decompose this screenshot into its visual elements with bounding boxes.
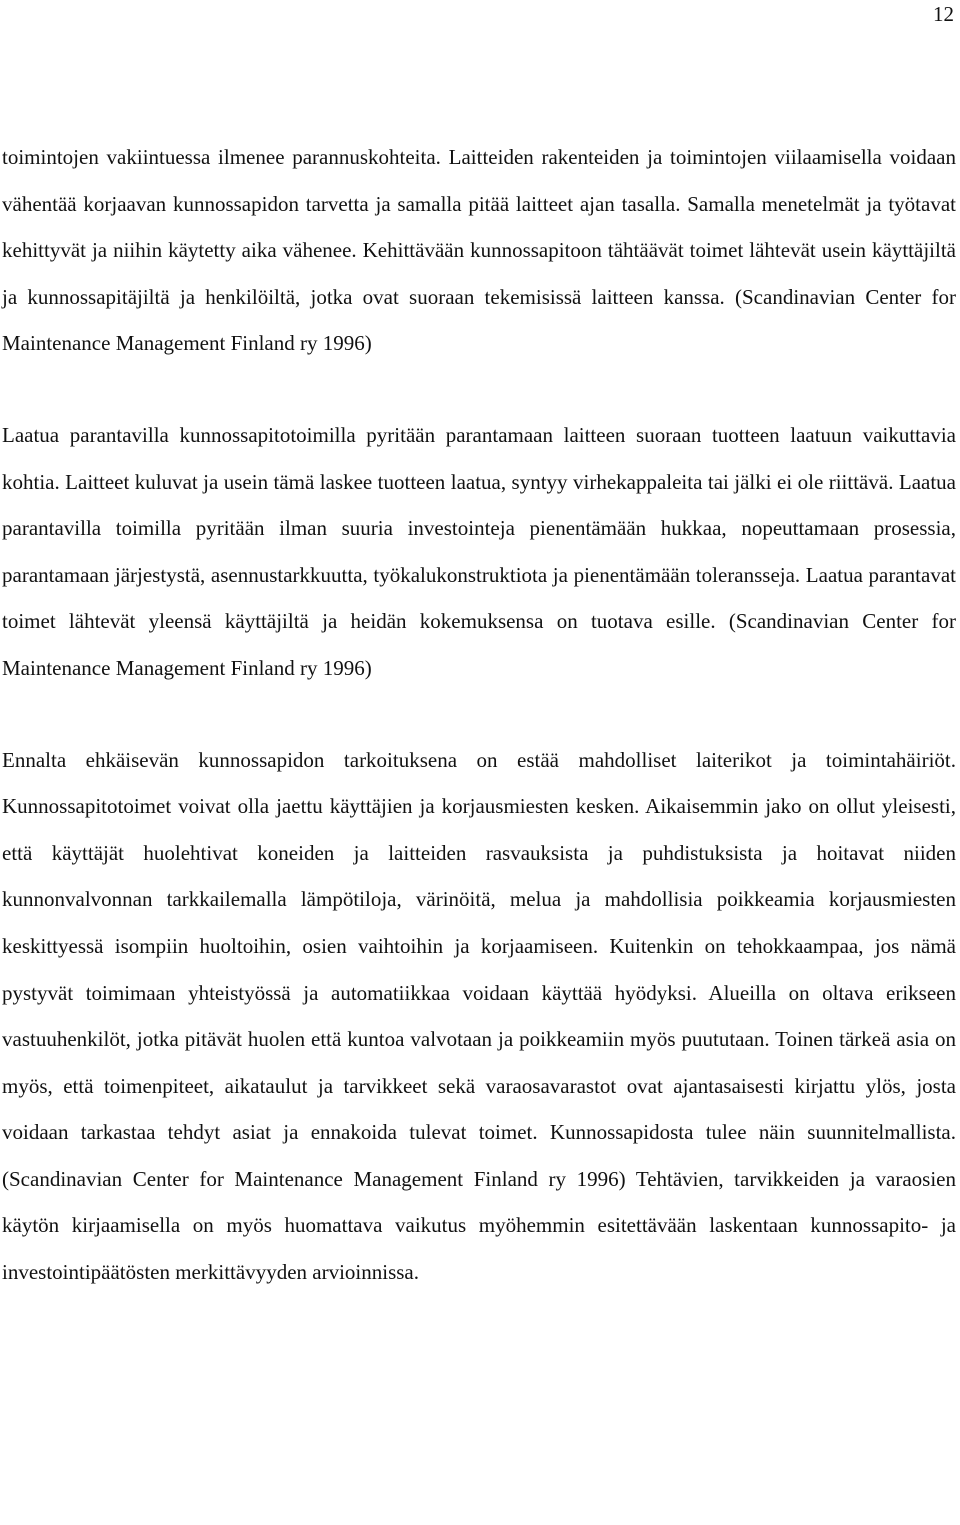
page-number: 12 [933,2,954,26]
paragraph-quality-improving-maintenance: Laatua parantavilla kunnossapitotoimilla pyritään parantamaan laitteen suoraan tuotteen laatuun vaikuttavia kohtia. Laitteet kuluvat ja usein tämä laskee tuotteen laatua, syntyy virhekappaleita tai jälki ei ole riittävä. Laatua parantavilla toimilla pyritään ilman suuria investointeja pienentämään hukkaa, nopeuttamaan prosessia, parantamaan järjestystä, asennustarkkuutta, työkalukonstruktiota ja pienentämään toleransseja. Laatua parantavat toimet lähtevät yleensä käyttäjiltä ja heidän kokemuksensa on tuotava esille. (Scandinavian Center for Maintenance Management Finland ry 1996) [2,422,956,680]
document-body [2,134,956,1296]
paragraph-continuous-improvement: toimintojen vakiintuessa ilmenee parannuskohteita. Laitteiden rakenteiden ja toimintojen viilaamisella voidaan vähentää korjaavan kunnossapidon tarvetta ja samalla pitää laitteet ajan tasalla. Samalla menetelmät ja työtavat kehittyvät ja niihin käytetty aika vähenee. Kehittävään kunnossapitoon tähtäävät toimet lähtevät usein käyttäjiltä ja kunnossapitäjiltä ja henkilöiltä, jotka ovat suoraan tekemisissä laitteen kanssa. (Scandinavian Center for Maintenance Management Finland ry 1996) [2,145,956,356]
paragraph-preventive-maintenance: Ennalta ehkäisevän kunnossapidon tarkoituksena on estää mahdolliset laiterikot ja toimintahäiriöt. Kunnossapitotoimet voivat olla jaettu käyttäjien ja korjausmiesten kesken. Aikaisemmin jako on ollut yleisesti, että käyttäjät huolehtivat koneiden ja laitteiden rasvauksista ja puhdistuksista ja hoitavat niiden kunnonvalvonnan tarkkailemalla lämpötiloja, värinöitä, melua ja mahdollisia poikkeamia korjausmiesten keskittyessä isompiin huoltoihin, osien vaihtoihin ja korjaamiseen. Kuitenkin on tehokkaampaa, jos nämä pystyvät toimimaan yhteistyössä ja automatiikkaa voidaan käyttää hyödyksi. Alueilla on oltava erikseen vastuuhenkilöt, jotka pitävät huolen että kuntoa valvotaan ja poikkeamiin myös puututaan. Toinen tärkeä asia on myös, että toimenpiteet, aikataulut ja tarvikkeet sekä varaosavarastot ovat ajantasaisesti kirjattu ylös, josta voidaan tarkastaa tehdyt asiat ja ennakoida tulevat toimet. Kunnossapidosta tulee näin suunnitelmallista. (Scandinavian Center for Maintenance Management Finland ry 1996) Tehtävien, tarvikkeiden ja varaosien käytön kirjaamisella on myös huomattava vaikutus myöhemmin esitettävään laskentaan kunnossapito- ja investointipäätösten merkittävyyden arvioinnissa. [2,747,956,1285]
